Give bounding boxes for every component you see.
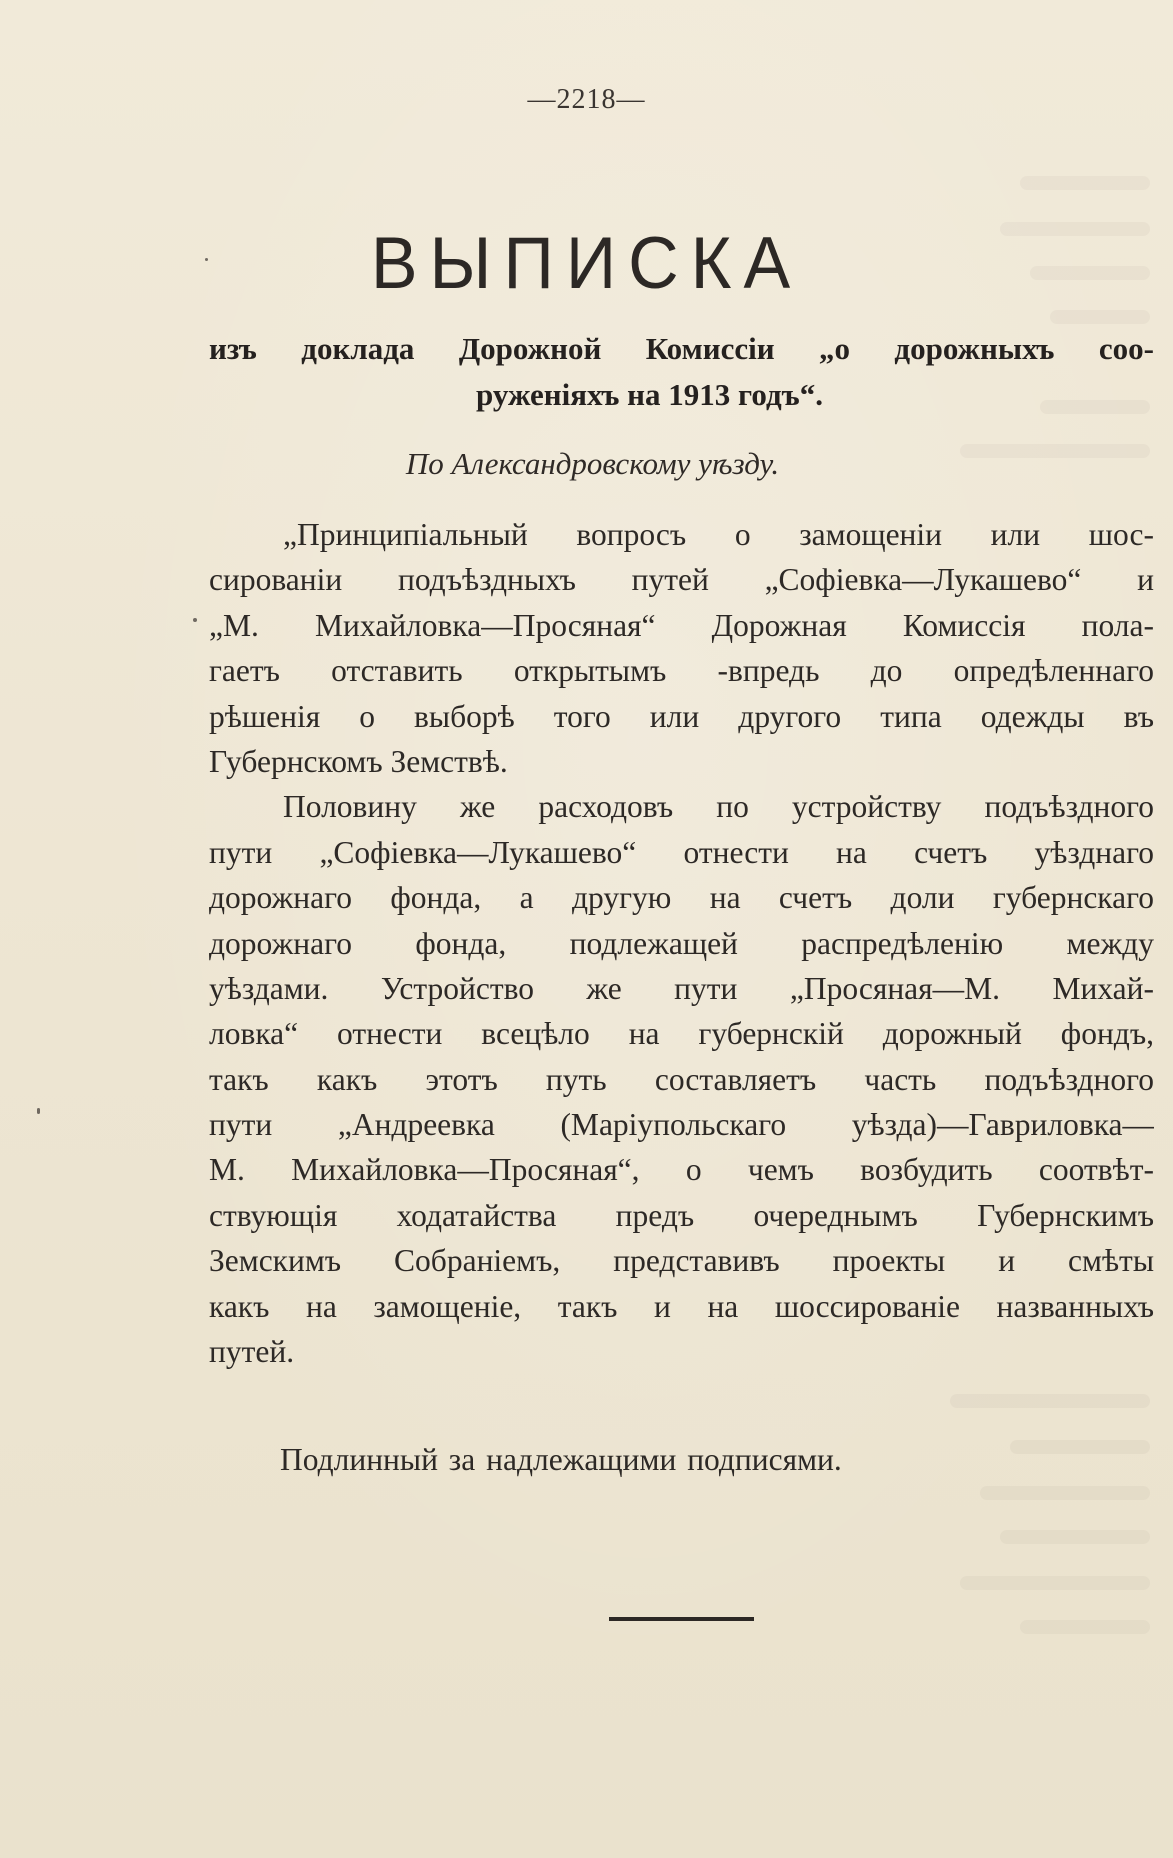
page-number: —2218— bbox=[527, 84, 646, 115]
body-line: М. Михайловка—Просяная“, о чемъ возбудить соотвѣт- bbox=[209, 1152, 1154, 1188]
body-line: путей. bbox=[209, 1334, 295, 1370]
body-line: дорожнаго фонда, подлежащей распредѣленію между bbox=[209, 925, 1154, 961]
print-speck bbox=[205, 258, 208, 261]
body-line: гаетъ отставить открытымъ -впредь до опредѣленнаго bbox=[209, 653, 1154, 689]
body-line: „Принципіальный вопросъ о замощеніи или шос- bbox=[283, 517, 1154, 552]
body-line: Половину же расходовъ по устройству подъѣздного bbox=[283, 789, 1154, 825]
body-line: ловка“ отнести всецѣло на губернскій дорожный фондъ, bbox=[209, 1016, 1154, 1052]
body-line: ствующія ходатайства предъ очереднымъ Губернскимъ bbox=[209, 1197, 1154, 1233]
document-title: ВЫПИСКА bbox=[370, 222, 803, 304]
body-line: такъ какъ этотъ путь составляетъ часть подъѣздного bbox=[209, 1061, 1154, 1097]
district-heading: По Александровскому уѣзду. bbox=[405, 446, 780, 481]
document-subtitle bbox=[209, 326, 1154, 418]
signature-note: Подлинный за надлежащими подписями. bbox=[280, 1442, 842, 1477]
body-line: какъ на замощеніе, такъ и на шоссированіе названныхъ bbox=[209, 1288, 1154, 1324]
body-line: дорожнаго фонда, а другую на счетъ доли губернскаго bbox=[209, 880, 1154, 916]
subtitle-line: изъ доклада Дорожной Комиссіи „о дорожныхъ соо- bbox=[209, 331, 1154, 366]
print-speck bbox=[193, 618, 197, 622]
report-body bbox=[209, 512, 1154, 1374]
body-line: Губернскомъ Земствѣ. bbox=[209, 743, 508, 779]
body-line: уѣздами. Устройство же пути „Просяная—М. Михай- bbox=[209, 970, 1154, 1006]
body-line: сированіи подъѣздныхъ путей „Софіевка—Лукашево“ и bbox=[209, 562, 1154, 598]
body-line: пути „Андреевка (Маріупольскаго уѣзда)—Гавриловка— bbox=[209, 1107, 1154, 1143]
print-speck bbox=[37, 1108, 40, 1114]
subtitle-line: руженіяхъ на 1913 годъ“. bbox=[476, 377, 823, 412]
body-line: пути „Софіевка—Лукашево“ отнести на счетъ уѣзднаго bbox=[209, 834, 1154, 870]
body-line: рѣшенія о выборѣ того или другого типа одежды въ bbox=[209, 698, 1154, 734]
closing-rule bbox=[609, 1617, 754, 1621]
body-line: Земскимъ Собраніемъ, представивъ проекты и смѣты bbox=[209, 1243, 1154, 1279]
body-line: „М. Михайловка—Просяная“ Дорожная Комиссія пола- bbox=[209, 607, 1154, 643]
